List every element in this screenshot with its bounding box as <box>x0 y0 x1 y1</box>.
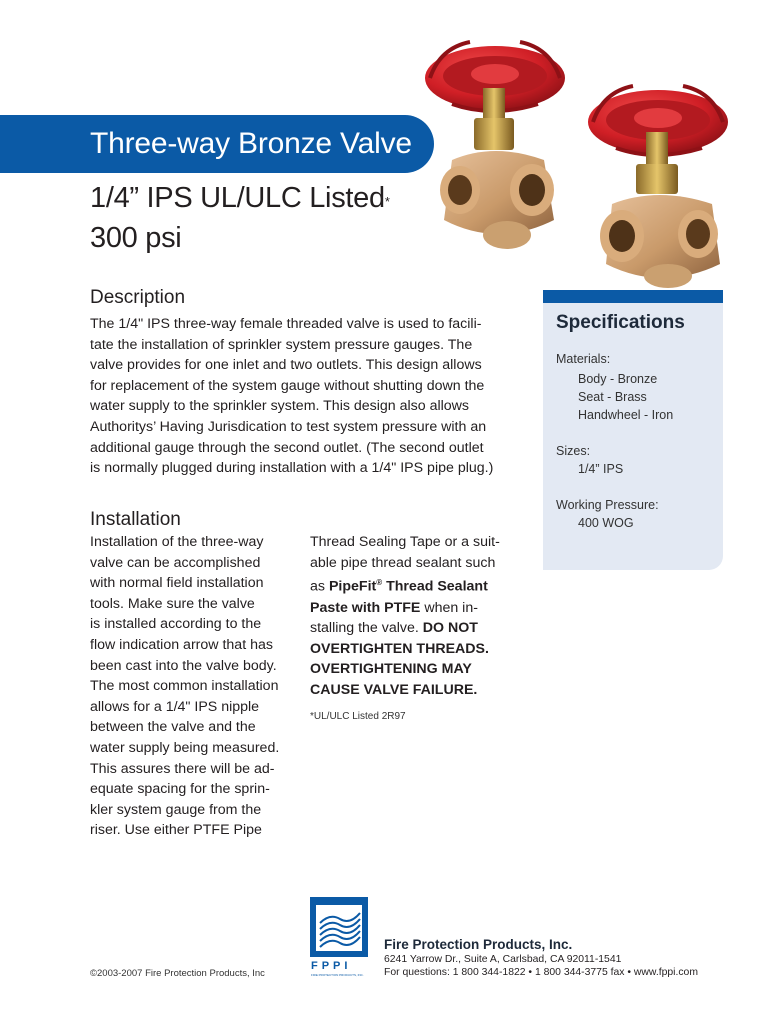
description-line: The 1/4" IPS three-way female threaded valve is used to facili- <box>90 316 482 332</box>
installation-line: The most common installation <box>90 678 279 695</box>
installation-line: This assures there will be ad- <box>90 760 275 777</box>
installation-column-2 <box>310 532 500 700</box>
logo-small-text: FIRE PROTECTION PRODUCTS, INC. <box>311 973 364 977</box>
installation-column-1 <box>90 532 279 841</box>
material-seat: Seat - Brass <box>578 390 647 404</box>
warning-text: DO NOT <box>422 620 478 637</box>
installation-line: is installed according to the <box>90 616 262 633</box>
description-line: tate the installation of sprinkler system pressure gauges. The <box>90 336 473 353</box>
valve-right <box>588 86 728 288</box>
subtitle-asterisk: * <box>384 194 390 209</box>
installation-line: flow indication arrow that has <box>90 636 273 653</box>
installation-line: between the valve and the <box>90 719 256 736</box>
installation-line: able pipe thread sealant such <box>310 554 496 571</box>
product-name-part1: Thread Sealant <box>382 578 488 595</box>
working-pressure-label: Working Pressure: <box>556 498 659 512</box>
installation-line: equate spacing for the sprin- <box>90 781 270 798</box>
fppi-logo <box>310 897 374 977</box>
subtitle-listing: 1/4” IPS UL/ULC Listed <box>90 182 385 214</box>
installation-line <box>310 598 500 619</box>
subtitle-pressure: 300 psi <box>90 222 182 254</box>
page-title: Three-way Bronze Valve <box>90 127 412 160</box>
installation-line <box>310 680 500 701</box>
warning-text: OVERTIGHTEN THREADS. <box>310 640 489 657</box>
valve-left <box>425 42 565 249</box>
installation-heading: Installation <box>90 509 181 530</box>
installation-line <box>310 618 500 639</box>
copyright: ©2003-2007 Fire Protection Products, Inc <box>90 968 265 979</box>
description-line: is normally plugged during installation with a 1/4" IPS pipe plug.) <box>90 460 494 477</box>
company-address: 6241 Yarrow Dr., Suite A, Carlsbad, CA 92011-1541 <box>384 954 622 965</box>
description-line: water supply to the sprinkler system. This design also allows <box>90 398 470 415</box>
company-name: Fire Protection Products, Inc. <box>384 937 573 952</box>
installation-line: riser. Use either PTFE Pipe <box>90 822 262 839</box>
logo-text: FPPI <box>311 960 352 972</box>
valve-product-image <box>412 30 768 292</box>
description-body <box>90 314 493 479</box>
text-when: when in- <box>420 599 478 616</box>
installation-line <box>310 573 500 597</box>
installation-line: been cast into the valve body. <box>90 657 277 674</box>
installation-line: kler system gauge from the <box>90 801 262 818</box>
description-line: for replacement of the system gauge without shutting down the <box>90 377 485 394</box>
registered-mark: ® <box>376 578 383 588</box>
installation-line: water supply being measured. <box>90 739 280 756</box>
sizes-label: Sizes: <box>556 444 591 458</box>
warning-text: CAUSE VALVE FAILURE. <box>310 681 478 698</box>
specifications-panel <box>543 290 723 570</box>
product-subtitle <box>90 178 390 258</box>
material-body: Body - Bronze <box>578 372 658 386</box>
working-pressure-value: 400 WOG <box>578 516 634 530</box>
size-value: 1/4” IPS <box>578 462 624 476</box>
installation-line <box>310 639 500 660</box>
description-line: Authoritys’ Having Jurisdication to test system pressure with an <box>90 418 487 435</box>
installation-line: Installation of the three-way <box>90 534 264 550</box>
brand-pipefit: PipeFit <box>328 578 377 595</box>
product-name-part2: Paste with PTFE <box>310 599 421 616</box>
warning-text: OVERTIGHTENING MAY <box>310 661 472 678</box>
materials-label: Materials: <box>556 352 611 366</box>
installation-line <box>310 659 500 680</box>
material-handwheel: Handwheel - Iron <box>578 408 674 422</box>
specifications-title: Specifications <box>556 312 685 333</box>
installation-line: valve can be accomplished <box>90 554 261 571</box>
installation-line: Thread Sealing Tape or a suit- <box>310 534 500 550</box>
installation-line: with normal field installation <box>90 575 264 592</box>
installation-line: tools. Make sure the valve <box>90 595 255 612</box>
company-contact: For questions: 1 800 344-1822 • 1 800 344-3775 fax • www.fppi.com <box>384 967 698 978</box>
description-heading: Description <box>90 287 186 308</box>
text-stalling: stalling the valve. <box>310 620 423 637</box>
text-as: as <box>310 578 329 595</box>
description-line: additional gauge through the second outlet. (The second outlet <box>90 439 484 456</box>
description-line: valve provides for one inlet and two outlets. This design allows <box>90 357 482 374</box>
installation-line: allows for a 1/4" IPS nipple <box>90 698 260 715</box>
ul-listing-footnote: *UL/ULC Listed 2R97 <box>310 711 406 722</box>
